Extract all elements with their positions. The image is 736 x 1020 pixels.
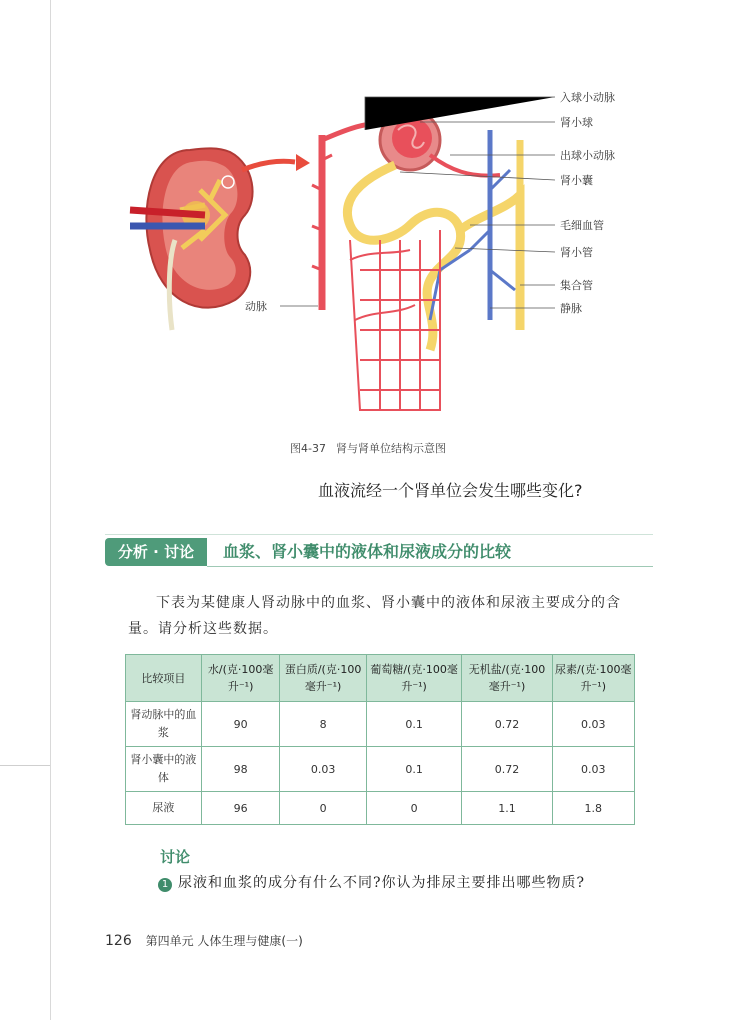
row-name: 肾小囊中的液体 (126, 747, 202, 792)
section-rule (207, 566, 653, 567)
header-salts: 无机盐/(克·100毫升⁻¹) (462, 655, 552, 702)
section-top-rule (105, 534, 653, 535)
chapter-label: 人体生理与健康(一) (197, 934, 303, 948)
nephron-schematic (280, 97, 555, 410)
table-row (126, 702, 635, 747)
header-protein: 蛋白质/(克·100毫升⁻¹) (280, 655, 366, 702)
header-glucose: 葡萄糖/(克·100毫升⁻¹) (366, 655, 462, 702)
discussion-question-1 (158, 872, 585, 892)
margin-mark (0, 765, 50, 766)
cell-value: 0.1 (366, 702, 462, 747)
cell-value: 0 (366, 792, 462, 825)
cell-value: 1.8 (552, 792, 634, 825)
discussion-title: 讨论 (160, 848, 191, 866)
section-title: 血浆、肾小囊中的液体和尿液成分的比较 (223, 542, 512, 561)
caption-text: 肾与肾单位结构示意图 (335, 442, 446, 455)
cell-value: 96 (201, 792, 280, 825)
page-footer (105, 932, 303, 949)
cell-value: 1.1 (462, 792, 552, 825)
cell-value: 0.72 (462, 747, 552, 792)
kidney-cross-section (130, 148, 310, 330)
section-header (105, 534, 653, 568)
table-row (126, 747, 635, 792)
row-name: 尿液 (126, 792, 202, 825)
kidney-figure (0, 0, 736, 440)
label-artery: 动脉 (245, 300, 267, 313)
cell-value: 90 (201, 702, 280, 747)
label-afferent-arteriole: 入球小动脉 (560, 91, 615, 104)
table-header-row (126, 655, 635, 702)
cell-value: 0.72 (462, 702, 552, 747)
cell-value: 0 (280, 792, 366, 825)
cell-value: 8 (280, 702, 366, 747)
label-vein: 静脉 (560, 302, 582, 315)
table-row (126, 792, 635, 825)
page-number: 126 (105, 933, 132, 949)
question-1-text: 尿液和血浆的成分有什么不同?你认为排尿主要排出哪些物质? (178, 875, 586, 891)
comparison-table (125, 654, 635, 825)
section-tag: 分析 · 讨论 (105, 538, 207, 566)
question-number-badge: 1 (158, 878, 172, 892)
label-renal-tubule: 肾小管 (560, 246, 593, 259)
cell-value: 98 (201, 747, 280, 792)
header-item: 比较项目 (126, 655, 202, 702)
cell-value: 0.03 (552, 702, 634, 747)
figure-caption (0, 440, 736, 456)
label-collecting-duct: 集合管 (560, 279, 593, 292)
label-efferent-arteriole: 出球小动脉 (560, 149, 615, 162)
comparison-table-wrap (125, 654, 635, 825)
header-water: 水/(克·100毫升⁻¹) (201, 655, 280, 702)
cell-value: 0.03 (552, 747, 634, 792)
kidney-illustration (0, 0, 736, 440)
label-capillary: 毛细血管 (560, 219, 604, 232)
guiding-question: 血液流经一个肾单位会发生哪些变化? (318, 481, 583, 500)
cell-value: 0.03 (280, 747, 366, 792)
section-intro: 下表为某健康人肾动脉中的血浆、肾小囊中的液体和尿液主要成分的含量。请分析这些数据。 (128, 595, 621, 637)
label-renal-capsule: 肾小囊 (560, 174, 593, 187)
row-name: 肾动脉中的血浆 (126, 702, 202, 747)
header-urea: 尿素/(克·100毫升⁻¹) (552, 655, 634, 702)
caption-number: 图4-37 (290, 442, 326, 455)
label-glomerulus: 肾小球 (560, 116, 593, 129)
unit-label: 第四单元 (145, 934, 194, 948)
cell-value: 0.1 (366, 747, 462, 792)
